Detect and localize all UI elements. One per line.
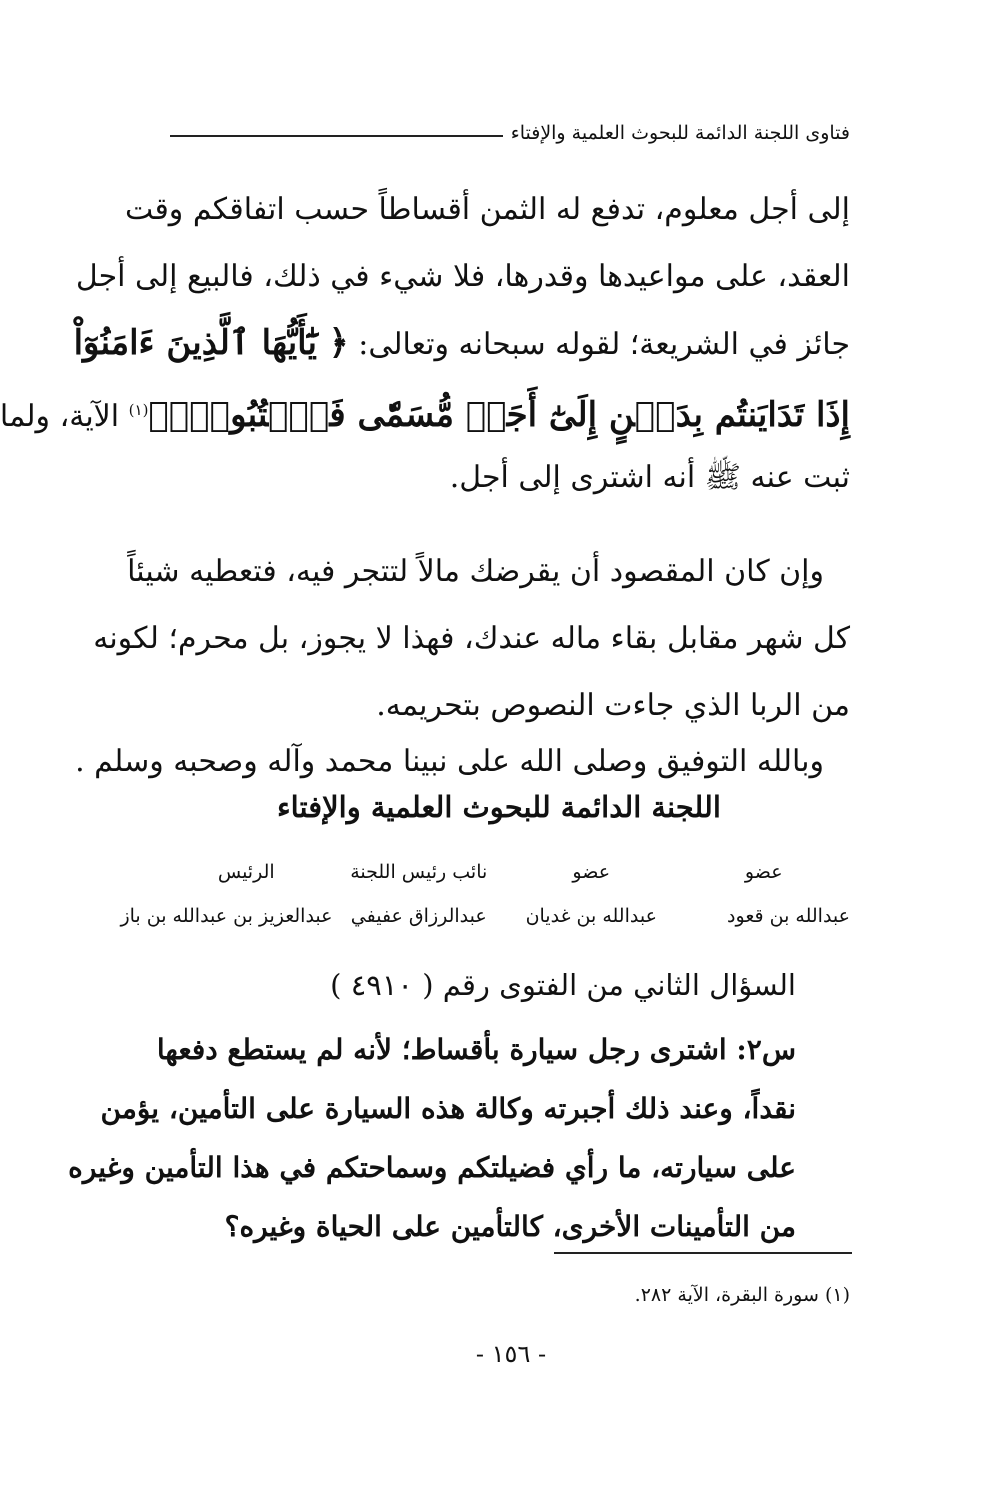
question-heading: السؤال الثاني من الفتوى رقم ( ٤٩١٠ )	[330, 968, 796, 1002]
answer-paragraph-1	[0, 176, 850, 511]
paragraph-line: وإن كان المقصود أن يقرضك مالاً لتتجر فيه، فتعطيه شيئاً	[127, 554, 824, 589]
paragraph-line: إلى أجل معلوم، تدفع له الثمن أقساطاً حسب اتفاقكم وقت	[125, 192, 850, 227]
signature-name: عبدالرزاق عفيفي	[350, 905, 487, 927]
question-text	[68, 1020, 796, 1256]
question-line: على سيارته، ما رأي فضيلتكم وسماحتكم في هذا التأمين وغيره	[68, 1151, 796, 1184]
closing-paragraph	[75, 728, 850, 795]
signature-role: عضو	[744, 861, 783, 883]
verse-suffix: الآية، ولما	[0, 399, 129, 434]
verse-intro: جائز في الشريعة؛ لقوله سبحانه وتعالى:	[348, 327, 850, 362]
signature-name: عبدالله بن قعود	[727, 905, 850, 927]
answer-paragraph-2	[93, 538, 850, 739]
signature-role: عضو	[572, 861, 611, 883]
footnote: (١) سورة البقرة، الآية ٢٨٢.	[634, 1284, 850, 1306]
closing-line: وبالله التوفيق وصلى الله على نبينا محمد وآله وصحبه وسلم .	[75, 744, 824, 779]
question-line: من التأمينات الأخرى، كالتأمين على الحياة وغيره؟	[224, 1210, 796, 1243]
quran-verse-part1: ﴿ يَٰٓأَيُّهَا ٱلَّذِينَ ءَامَنُوٓاْ	[73, 323, 349, 363]
signature-names-row	[120, 894, 850, 938]
quran-verse-part2: إِذَا تَدَايَنتُم بِدَيۡنٍ إِلَىٰٓ أَجَلٖ مُّسَمّٗى فَٱكۡتُبُوهُۚ﴾	[148, 395, 850, 435]
signature-name: عبدالله بن غديان	[525, 905, 657, 927]
signature-role: الرئيس	[217, 861, 275, 883]
signature-role: نائب رئيس اللجنة	[350, 861, 488, 883]
signature-block	[120, 850, 850, 938]
paragraph-line: ثبت عنه ﷺ أنه اشترى إلى أجل.	[449, 460, 850, 495]
paragraph-line-with-verse	[0, 377, 850, 444]
header-title: فتاوى اللجنة الدائمة للبحوث العلمية والإفتاء	[510, 122, 850, 144]
running-header	[170, 118, 850, 148]
signature-name: عبدالعزيز بن عبدالله بن باز	[120, 905, 333, 927]
paragraph-line-with-verse	[73, 310, 850, 377]
question-line: نقداً، وعند ذلك أجبرته وكالة هذه السيارة على التأمين، يؤمن	[100, 1092, 796, 1125]
paragraph-line: العقد، على مواعيدها وقدرها، فلا شيء في ذلك، فالبيع إلى أجل	[75, 259, 850, 294]
footnote-separator	[554, 1252, 852, 1254]
committee-title: اللجنة الدائمة للبحوث العلمية والإفتاء	[277, 790, 721, 824]
question-line: س٢: اشترى رجل سيارة بأقساط؛ لأنه لم يستطع دفعها	[156, 1033, 796, 1066]
footnote-reference: (١)	[128, 401, 149, 419]
signature-roles-row	[160, 850, 850, 894]
paragraph-line: من الربا الذي جاءت النصوص بتحريمه.	[376, 688, 850, 723]
page-number: - ١٥٦ -	[475, 1340, 547, 1368]
paragraph-line: كل شهر مقابل بقاء ماله عندك، فهذا لا يجوز، بل محرم؛ لكونه	[93, 621, 850, 656]
header-rule	[170, 135, 503, 137]
